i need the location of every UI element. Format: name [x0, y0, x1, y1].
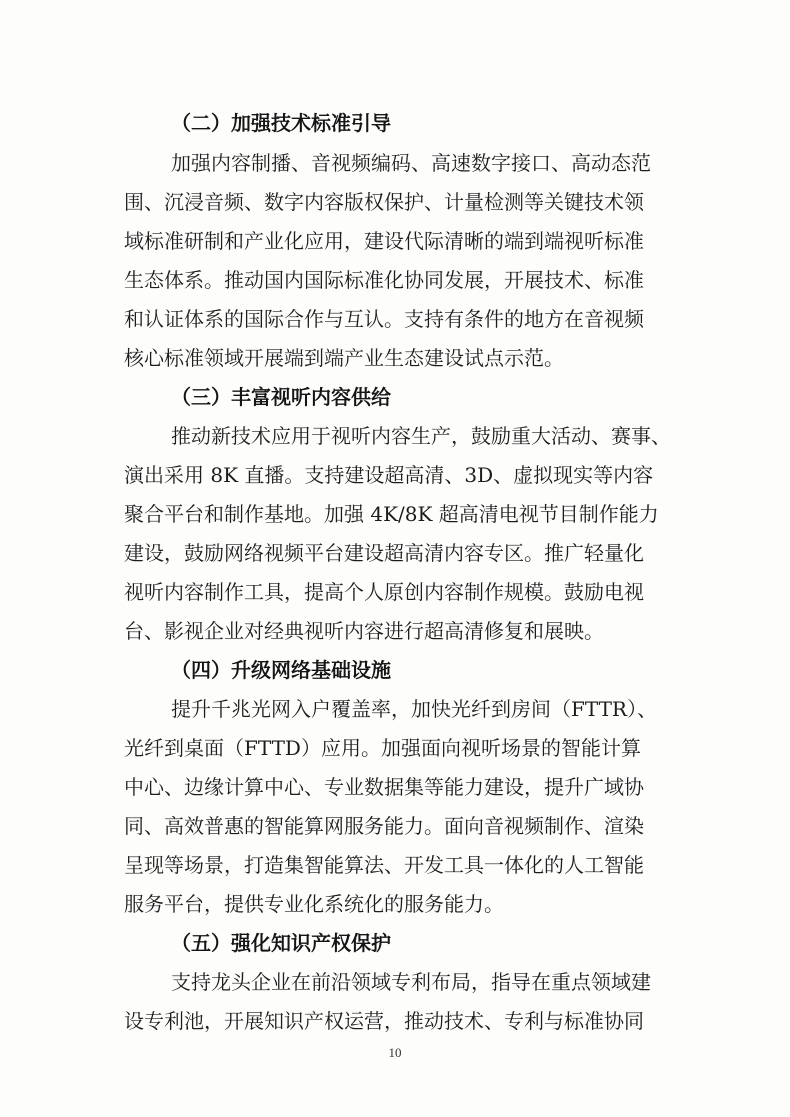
section-heading: （五）强化知识产权保护: [171, 931, 391, 955]
paragraph-line: 核心标准领域开展端到端产业生态建设试点示范。: [124, 346, 564, 370]
paragraph-line: 中心、边缘计算中心、专业数据集等能力建设，提升广域协: [124, 775, 644, 799]
paragraph-line: 支持龙头企业在前沿领域专利布局，指导在重点领域建: [171, 970, 651, 994]
paragraph-line: 提升千兆光网入户覆盖率，加快光纤到房间（FTTR）、: [171, 697, 657, 721]
section-heading: （二）加强技术标准引导: [171, 111, 391, 135]
paragraph-line: 围、沉浸音频、数字内容版权保护、计量检测等关键技术领: [124, 190, 644, 214]
paragraph-line: 和认证体系的国际合作与互认。支持有条件的地方在音视频: [124, 307, 644, 331]
section-heading: （四）升级网络基础设施: [171, 658, 391, 682]
page-number: 10: [388, 1045, 402, 1060]
paragraph-line: 设专利池，开展知识产权运营，推动技术、专利与标准协同: [124, 1009, 644, 1033]
paragraph-line: 建设，鼓励网络视频平台建设超高清内容专区。推广轻量化: [124, 541, 644, 565]
paragraph-line: 域标准研制和产业化应用，建设代际清晰的端到端视听标准: [124, 229, 644, 253]
paragraph-line: 聚合平台和制作基地。加强 4K/8K 超高清电视节目制作能力: [124, 502, 659, 526]
paragraph-line: 同、高效普惠的智能算网服务能力。面向音视频制作、渲染: [124, 814, 644, 838]
paragraph-line: 光纤到桌面（FTTD）应用。加强面向视听场景的智能计算: [124, 736, 641, 760]
paragraph-line: 演出采用 8K 直播。支持建设超高清、3D、虚拟现实等内容: [124, 463, 654, 487]
section-heading: （三）丰富视听内容供给: [171, 385, 391, 409]
paragraph-line: 服务平台，提供专业化系统化的服务能力。: [124, 892, 504, 916]
paragraph-line: 呈现等场景，打造集智能算法、开发工具一体化的人工智能: [124, 853, 644, 877]
paragraph-line: 推动新技术应用于视听内容生产，鼓励重大活动、赛事、: [171, 424, 671, 448]
paragraph-line: 视听内容制作工具，提高个人原创内容制作规模。鼓励电视: [124, 580, 644, 604]
paragraph-line: 生态体系。推动国内国际标准化协同发展，开展技术、标准: [124, 268, 644, 292]
paragraph-line: 加强内容制播、音视频编码、高速数字接口、高动态范: [171, 151, 651, 175]
paragraph-line: 台、影视企业对经典视听内容进行超高清修复和展映。: [124, 619, 604, 643]
